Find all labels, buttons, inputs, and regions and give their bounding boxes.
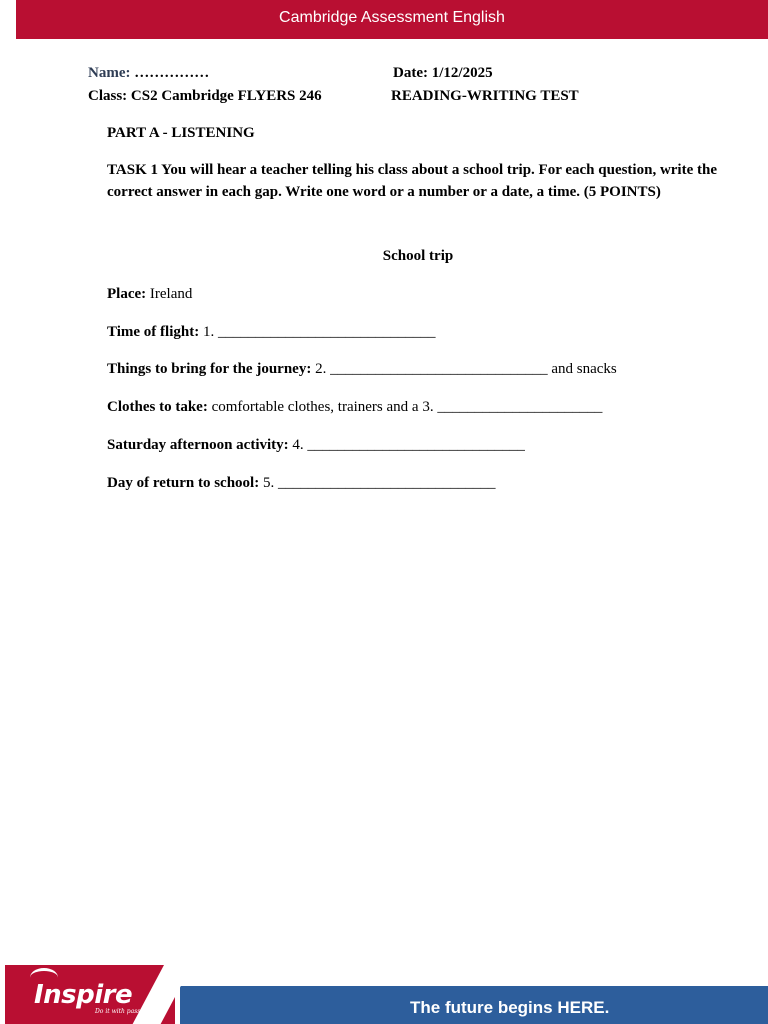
answer-blank-2[interactable]: _____________________________	[330, 361, 548, 377]
class-label: Class: CS2 Cambridge FLYERS 246	[88, 88, 322, 104]
name-line	[88, 65, 209, 82]
item-number: 4.	[288, 437, 308, 453]
item-label: Place:	[107, 286, 147, 302]
item-text-after: and snacks	[547, 361, 617, 377]
answer-blank-1[interactable]: _____________________________	[217, 324, 436, 340]
name-value: ……………	[134, 65, 210, 81]
name-label: Name:	[88, 65, 131, 81]
task-instructions: TASK 1 You will hear a teacher telling his class about a school trip. For each question, write the correct answer in each gap. Write one word or a number or a date, a time. (5 POINTS)	[107, 162, 717, 200]
item-label: Day of return to school:	[107, 475, 260, 491]
item-label: Saturday afternoon activity:	[107, 437, 289, 453]
footer-slogan: The future begins HERE.	[410, 998, 610, 1017]
answer-blank-4[interactable]: _____________________________	[307, 437, 525, 453]
item-label: Clothes to take:	[107, 399, 208, 415]
test-title: READING-WRITING TEST	[391, 88, 579, 104]
item-clothes	[107, 399, 602, 416]
item-label: Time of flight:	[107, 324, 200, 340]
inspire-logo: Inspire	[34, 980, 133, 1010]
item-text: Ireland	[146, 286, 193, 302]
date-label: Date: 1/12/2025	[393, 65, 493, 81]
item-time-of-flight	[107, 324, 435, 341]
item-number: 1.	[199, 324, 218, 340]
item-number: 2.	[311, 361, 331, 377]
section-title: School trip	[382, 248, 454, 264]
logo-tagline: Do it with passion	[95, 1008, 150, 1015]
item-saturday-activity	[107, 437, 525, 454]
item-number: 5.	[259, 475, 278, 491]
item-day-of-return	[107, 475, 495, 492]
item-place	[107, 286, 192, 303]
header-banner	[16, 0, 768, 39]
banner-title: Cambridge Assessment English	[279, 9, 505, 26]
answer-blank-5[interactable]: _____________________________	[277, 475, 496, 491]
part-title: PART A - LISTENING	[107, 125, 255, 141]
item-text: comfortable clothes, trainers and a 3.	[207, 399, 438, 415]
item-label: Things to bring for the journey:	[107, 361, 312, 377]
answer-blank-3[interactable]: ______________________	[437, 399, 603, 415]
item-things-to-bring	[107, 361, 617, 378]
